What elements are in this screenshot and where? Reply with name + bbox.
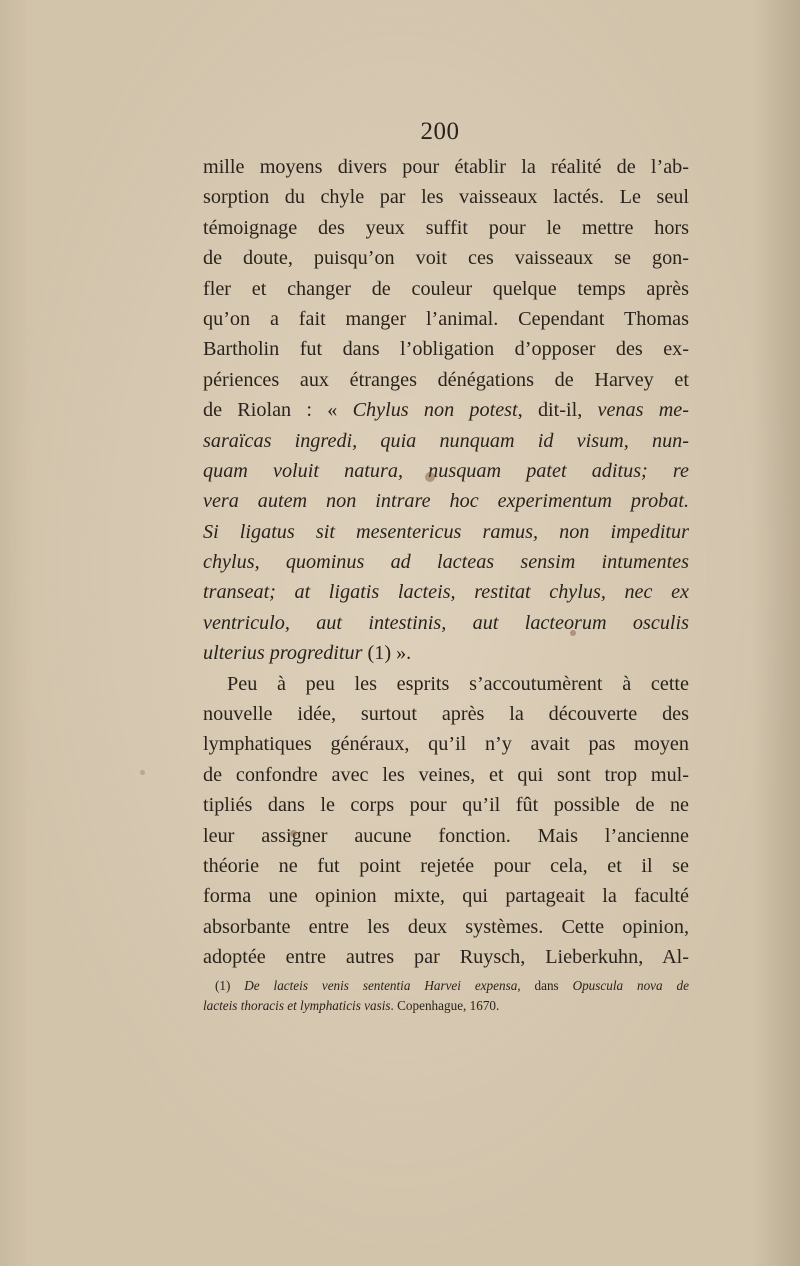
text-segment: théorie ne fut point rejetée pour cela, et il se <box>203 854 689 877</box>
footnote-segment: De lacteis venis sententia Harvei expensa <box>244 978 518 993</box>
text-segment: , dit-il, <box>517 399 598 422</box>
text-segment: venas me- <box>597 399 689 422</box>
text-line <box>203 365 689 395</box>
text-segment: ventriculo, aut intestinis, aut lacteorum osculis <box>203 611 689 634</box>
footnote-segment: , dans <box>517 978 573 993</box>
text-segment: fler et changer de couleur quelque temps après <box>203 277 689 300</box>
text-segment: forma une opinion mixte, qui partageait la faculté <box>203 885 689 908</box>
footnote <box>203 976 689 1016</box>
text-line <box>203 912 689 942</box>
text-line <box>203 395 689 425</box>
text-line <box>203 152 689 182</box>
text-line <box>203 274 689 304</box>
text-line <box>203 669 689 699</box>
text-segment: mille moyens divers pour établir la réalité de l’ab- <box>203 156 689 178</box>
text-segment: absorbante entre les deux systèmes. Cette opinion, <box>203 915 689 938</box>
text-line <box>203 486 689 516</box>
text-segment: Si ligatus sit mesentericus ramus, non impeditur <box>203 520 689 543</box>
text-segment: chylus, quominus ad lacteas sensim intumentes <box>203 551 689 574</box>
text-segment: saraïcas ingredi, quia nunquam id visum, nun- <box>203 429 689 452</box>
text-segment: quam voluit natura, nusquam patet aditus; re <box>203 459 689 482</box>
text-line <box>203 334 689 364</box>
text-segment: Chylus non potest <box>352 399 518 422</box>
text-segment: de confondre avec les veines, et qui sont trop mul- <box>203 763 689 786</box>
text-line <box>203 243 689 273</box>
text-segment: qu’on a fait manger l’animal. Cependant Thomas <box>203 307 689 330</box>
text-line <box>203 577 689 607</box>
text-segment: (1) ». <box>362 642 412 665</box>
text-segment: sorption du chyle par les vaisseaux lactés. Le seul <box>203 186 689 209</box>
paper-stain <box>570 630 576 636</box>
text-line <box>203 213 689 243</box>
text-segment: tipliés dans le corps pour qu’il fût possible de ne <box>203 794 689 817</box>
text-line <box>203 182 689 212</box>
text-line <box>203 881 689 911</box>
text-line <box>203 517 689 547</box>
text-segment: nouvelle idée, surtout après la découverte des <box>203 703 689 726</box>
text-line <box>203 699 689 729</box>
text-line <box>203 456 689 486</box>
text-line <box>203 851 689 881</box>
paper-stain <box>425 472 435 482</box>
footnote-line <box>203 996 689 1016</box>
text-segment: Bartholin fut dans l’obligation d’opposer des ex- <box>203 338 689 361</box>
text-segment: témoignage des yeux suffit pour le mettre hors <box>203 216 689 239</box>
text-line <box>203 608 689 638</box>
text-line <box>203 304 689 334</box>
text-line <box>203 729 689 759</box>
body-text <box>203 152 689 973</box>
footnote-segment: (1) <box>215 978 245 993</box>
text-segment: ulterius progreditur <box>203 642 363 665</box>
text-segment: transeat; at ligatis lacteis, restitat chylus, nec ex <box>203 581 689 604</box>
footnote-segment: Opuscula nova de <box>572 978 689 993</box>
text-segment: Peu à peu les esprits s’accoutumèrent à cette <box>227 672 689 695</box>
text-line <box>203 942 689 972</box>
text-segment: de Riolan : « <box>203 399 353 422</box>
text-line <box>203 547 689 577</box>
footnote-segment: . Copenhague, 1670. <box>390 998 500 1013</box>
footnote-line <box>203 976 689 996</box>
text-segment: lymphatiques généraux, qu’il n’y avait pas moyen <box>203 733 689 756</box>
text-line <box>203 760 689 790</box>
page-number: 200 <box>420 118 460 145</box>
text-segment: adoptée entre autres par Ruysch, Lieberkuhn, Al- <box>203 946 689 969</box>
paper-stain <box>290 830 297 837</box>
text-line <box>203 821 689 851</box>
text-line <box>203 638 689 668</box>
text-segment: périences aux étranges dénégations de Harvey et <box>203 368 689 391</box>
footnote-segment: lacteis thoracis et lymphaticis vasis <box>203 998 391 1013</box>
text-line <box>203 426 689 456</box>
paper-stain <box>140 770 145 775</box>
text-line <box>203 790 689 820</box>
text-segment: leur assigner aucune fonction. Mais l’ancienne <box>203 824 689 847</box>
text-segment: de doute, puisqu’on voit ces vaisseaux se gon- <box>203 247 689 270</box>
text-segment: vera autem non intrare hoc experimentum probat. <box>203 490 689 513</box>
